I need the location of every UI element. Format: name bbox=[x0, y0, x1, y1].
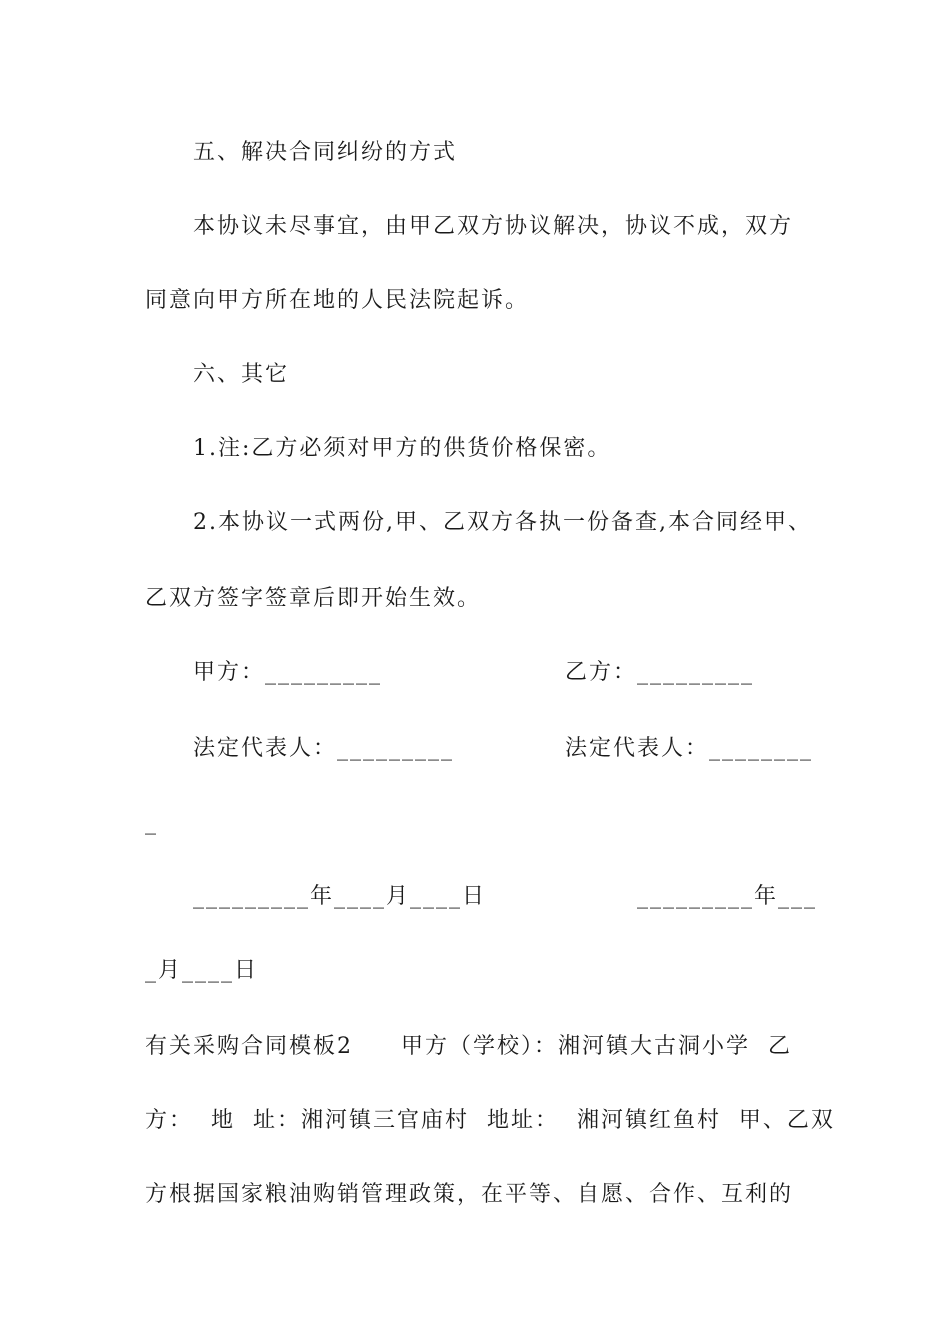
representative-party-a: 法定代表人：_________ bbox=[193, 736, 455, 761]
signature-party-a: 甲方：_________ bbox=[193, 660, 383, 685]
date-party-a: _________年____月____日 bbox=[193, 884, 487, 909]
date-party-b: _________年___ bbox=[637, 884, 818, 909]
paragraph-line: 方根据国家粮油购销管理政策，在平等、自愿、合作、互利的 bbox=[145, 1182, 794, 1207]
paragraph-line: 乙双方签字签章后即开始生效。 bbox=[145, 586, 482, 611]
paragraph-line: 方： 地 址：湘河镇三官庙村 地址： 湘河镇红鱼村 甲、乙双 bbox=[145, 1108, 835, 1133]
representative-party-b: 法定代表人：________ bbox=[565, 736, 814, 761]
paragraph-line: 2.本协议一式两份,甲、乙双方各执一份备查,本合同经甲、 bbox=[193, 510, 812, 535]
signature-party-b: 乙方：_________ bbox=[565, 660, 755, 685]
section-heading-other: 六、其它 bbox=[193, 362, 290, 387]
paragraph-line: 有关采购合同模板2 甲方（学校）：湘河镇大古洞小学 乙 bbox=[145, 1034, 792, 1059]
date-party-b-continuation: _月____日 bbox=[145, 958, 259, 983]
paragraph-line: 1.注:乙方必须对甲方的供货价格保密。 bbox=[193, 436, 612, 461]
representative-party-b-continuation: _ bbox=[145, 810, 158, 835]
section-heading-dispute: 五、解决合同纠纷的方式 bbox=[193, 140, 458, 165]
paragraph-line: 同意向甲方所在地的人民法院起诉。 bbox=[145, 288, 530, 313]
paragraph-line: 本协议未尽事宜，由甲乙双方协议解决，协议不成，双方 bbox=[193, 214, 794, 239]
